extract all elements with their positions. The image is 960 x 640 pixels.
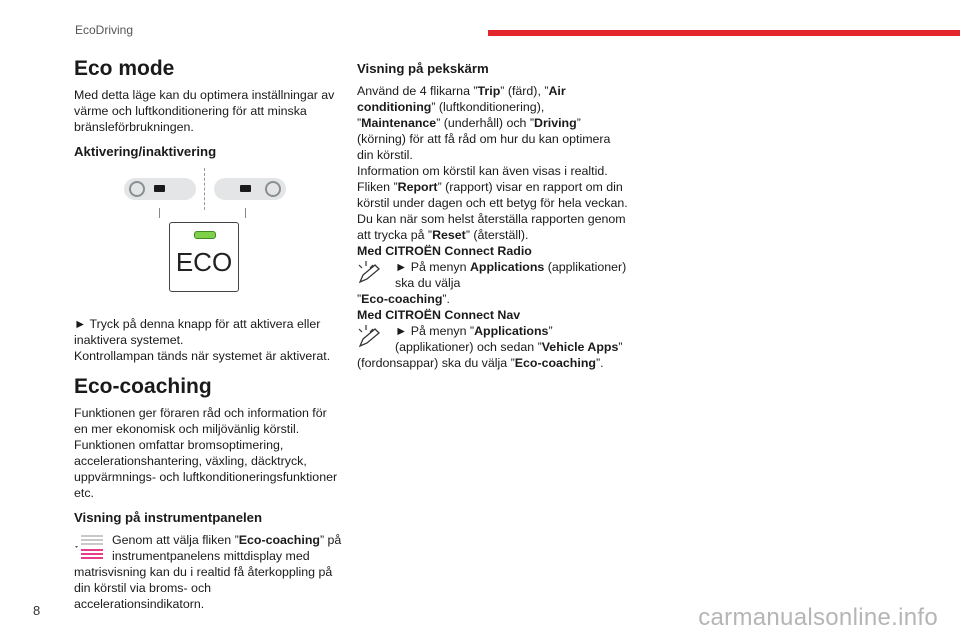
matrix-display-icon xyxy=(74,534,104,560)
connect-nav-row xyxy=(357,323,629,355)
header-accent-bar xyxy=(488,30,960,36)
instrument-panel-heading: Visning på instrumentpanelen xyxy=(74,510,263,525)
instrument-panel-text-cont: matrisvisning kan du i realtid få återkoppling på din körstil via broms- och accelerationsindikatorn. xyxy=(74,565,333,611)
touch-pointer-icon xyxy=(357,260,387,284)
dashboard-rhd-diagram xyxy=(214,178,286,200)
eco-coaching-title: Eco-coaching xyxy=(74,375,212,398)
watermark: carmanualsonline.info xyxy=(698,604,938,631)
right-column xyxy=(357,60,629,371)
pointer-line-icon xyxy=(245,208,246,218)
touchscreen-tabs-text: Använd de 4 flikarna ”Trip” (färd), ”Air conditioning” (luftkonditionering), ”Maintenance” (underhåll) och ”Driving” (körning) för att få råd om hur du kan optimera din körstil. xyxy=(357,84,611,162)
eco-button-icon xyxy=(169,222,239,292)
pointer-line-icon xyxy=(159,208,160,218)
activation-heading: Aktivering/inaktivering xyxy=(74,144,217,159)
eco-mode-intro: Med detta läge kan du optimera inställningar av värme och luftkonditionering för att minska bränsleförbrukningen. xyxy=(74,88,335,134)
steering-wheel-icon xyxy=(265,181,281,197)
eco-coaching-intro: Funktionen ger föraren råd och information för en mer ekonomisk och miljövänlig körstil. Funktionen omfattar bromsoptimering, accelerationshantering, växling, däcktryck, uppvärmnings- och luftkonditioneringsfunktioner etc. xyxy=(74,406,338,500)
connect-radio-row xyxy=(357,259,629,291)
button-marker-icon xyxy=(154,185,165,192)
instruction-indicator: Kontrollampan tänds när systemet är aktiverat. xyxy=(74,349,331,363)
connect-nav-text: ► På menyn ”Applications” (applikationer) och sedan ”Vehicle Apps” xyxy=(395,324,623,354)
touchscreen-heading: Visning på pekskärm xyxy=(357,61,489,76)
eco-button-illustration xyxy=(74,166,342,306)
reset-text: Du kan när som helst återställa rapporten genom att trycka på ”Reset” (återställ). xyxy=(357,212,626,242)
running-header: EcoDriving xyxy=(75,23,134,37)
page-number: 8 xyxy=(33,603,41,618)
instrument-panel-text: Genom att välja fliken ”Eco-coaching” på instrumentpanelens mittdisplay med xyxy=(112,533,342,563)
connect-nav-heading: Med CITROËN Connect Nav xyxy=(357,308,521,322)
eco-indicator-led xyxy=(194,231,216,239)
dashboard-lhd-diagram xyxy=(124,178,196,200)
left-column xyxy=(74,56,342,612)
touch-pointer-icon xyxy=(357,324,387,348)
instruction-press-button: ► Tryck på denna knapp för att aktivera eller inaktivera systemet. xyxy=(74,317,321,347)
steering-wheel-icon xyxy=(129,181,145,197)
realtime-text: Information om körstil kan även visas i realtid. xyxy=(357,164,608,178)
button-marker-icon xyxy=(240,185,251,192)
instrument-panel-row xyxy=(74,532,342,564)
diagram-divider xyxy=(204,168,205,210)
report-text: Fliken ”Report” (rapport) visar en rapport om din körstil under dagen och ett betyg för hela veckan. xyxy=(357,180,628,210)
connect-radio-text: ► På menyn Applications (applikationer) ska du välja xyxy=(395,260,627,290)
connect-radio-text-cont: ”Eco-coaching”. xyxy=(357,292,450,306)
eco-button-label: ECO xyxy=(175,247,233,277)
connect-nav-text-cont: (fordonsappar) ska du välja ”Eco-coaching”. xyxy=(357,356,604,370)
connect-radio-heading: Med CITROËN Connect Radio xyxy=(357,244,532,258)
eco-mode-title: Eco mode xyxy=(74,57,175,80)
